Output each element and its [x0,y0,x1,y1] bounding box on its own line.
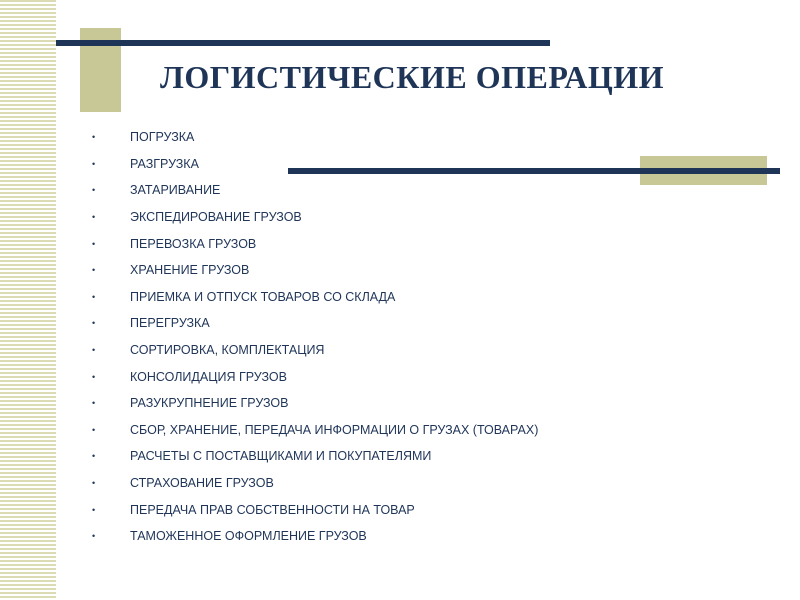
list-item-label: ЭКСПЕДИРОВАНИЕ ГРУЗОВ [130,210,302,225]
bullet-icon: • [92,478,96,489]
list-item [92,151,538,178]
list-item-label: СОРТИРОВКА, КОМПЛЕКТАЦИЯ [130,343,325,358]
list-item [92,284,538,311]
list-item-label: СТРАХОВАНИЕ ГРУЗОВ [130,476,274,491]
list-item [92,124,538,151]
bullet-icon: • [92,318,96,329]
list-item [92,230,538,257]
list-item [92,310,538,337]
bullet-icon: • [92,451,96,462]
list-item [92,470,538,497]
list-item-label: ПЕРЕДАЧА ПРАВ СОБСТВЕННОСТИ НА ТОВАР [130,502,415,517]
slide-title: ЛОГИСТИЧЕСКИЕ ОПЕРАЦИИ [160,59,665,95]
bullet-icon: • [92,212,96,223]
list-item-label: ТАМОЖЕННОЕ ОФОРМЛЕНИЕ ГРУЗОВ [130,529,367,544]
list-item [92,417,538,444]
list-item [92,496,538,523]
bullet-icon: • [92,158,96,169]
bullet-icon: • [92,531,96,542]
list-item [92,523,538,550]
bullet-icon: • [92,291,96,302]
list-item [92,204,538,231]
list-item-label: ПРИЕМКА И ОТПУСК ТОВАРОВ СО СКЛАДА [130,289,396,304]
list-item-label: ЗАТАРИВАНИЕ [130,183,221,198]
bullet-icon: • [92,504,96,515]
list-item-label: ПЕРЕГРУЗКА [130,316,210,331]
bullet-icon: • [92,132,96,143]
list-item-label: РАСЧЕТЫ С ПОСТАВЩИКАМИ И ПОКУПАТЕЛЯМИ [130,449,432,464]
list-item [92,337,538,364]
bullet-icon: • [92,424,96,435]
list-item-label: ПОГРУЗКА [130,130,195,145]
bullet-icon: • [92,238,96,249]
list-item-label: РАЗУКРУПНЕНИЕ ГРУЗОВ [130,396,289,411]
bullet-icon: • [92,371,96,382]
list-item [92,443,538,470]
bullet-icon: • [92,185,96,196]
list-item-label: ХРАНЕНИЕ ГРУЗОВ [130,263,250,278]
bullet-icon: • [92,265,96,276]
list-item-label: ПЕРЕВОЗКА ГРУЗОВ [130,236,257,251]
list-item-label: РАЗГРУЗКА [130,156,199,171]
operations-list [92,124,538,550]
bullet-icon: • [92,398,96,409]
list-item-label: КОНСОЛИДАЦИЯ ГРУЗОВ [130,369,287,384]
top-rule [56,40,550,46]
bullet-icon: • [92,345,96,356]
decorative-stripes [0,0,56,600]
list-item [92,177,538,204]
list-item [92,390,538,417]
list-item [92,257,538,284]
list-item [92,363,538,390]
list-item-label: СБОР, ХРАНЕНИЕ, ПЕРЕДАЧА ИНФОРМАЦИИ О ГРУЗАХ (ТОВАРАХ) [130,422,539,437]
